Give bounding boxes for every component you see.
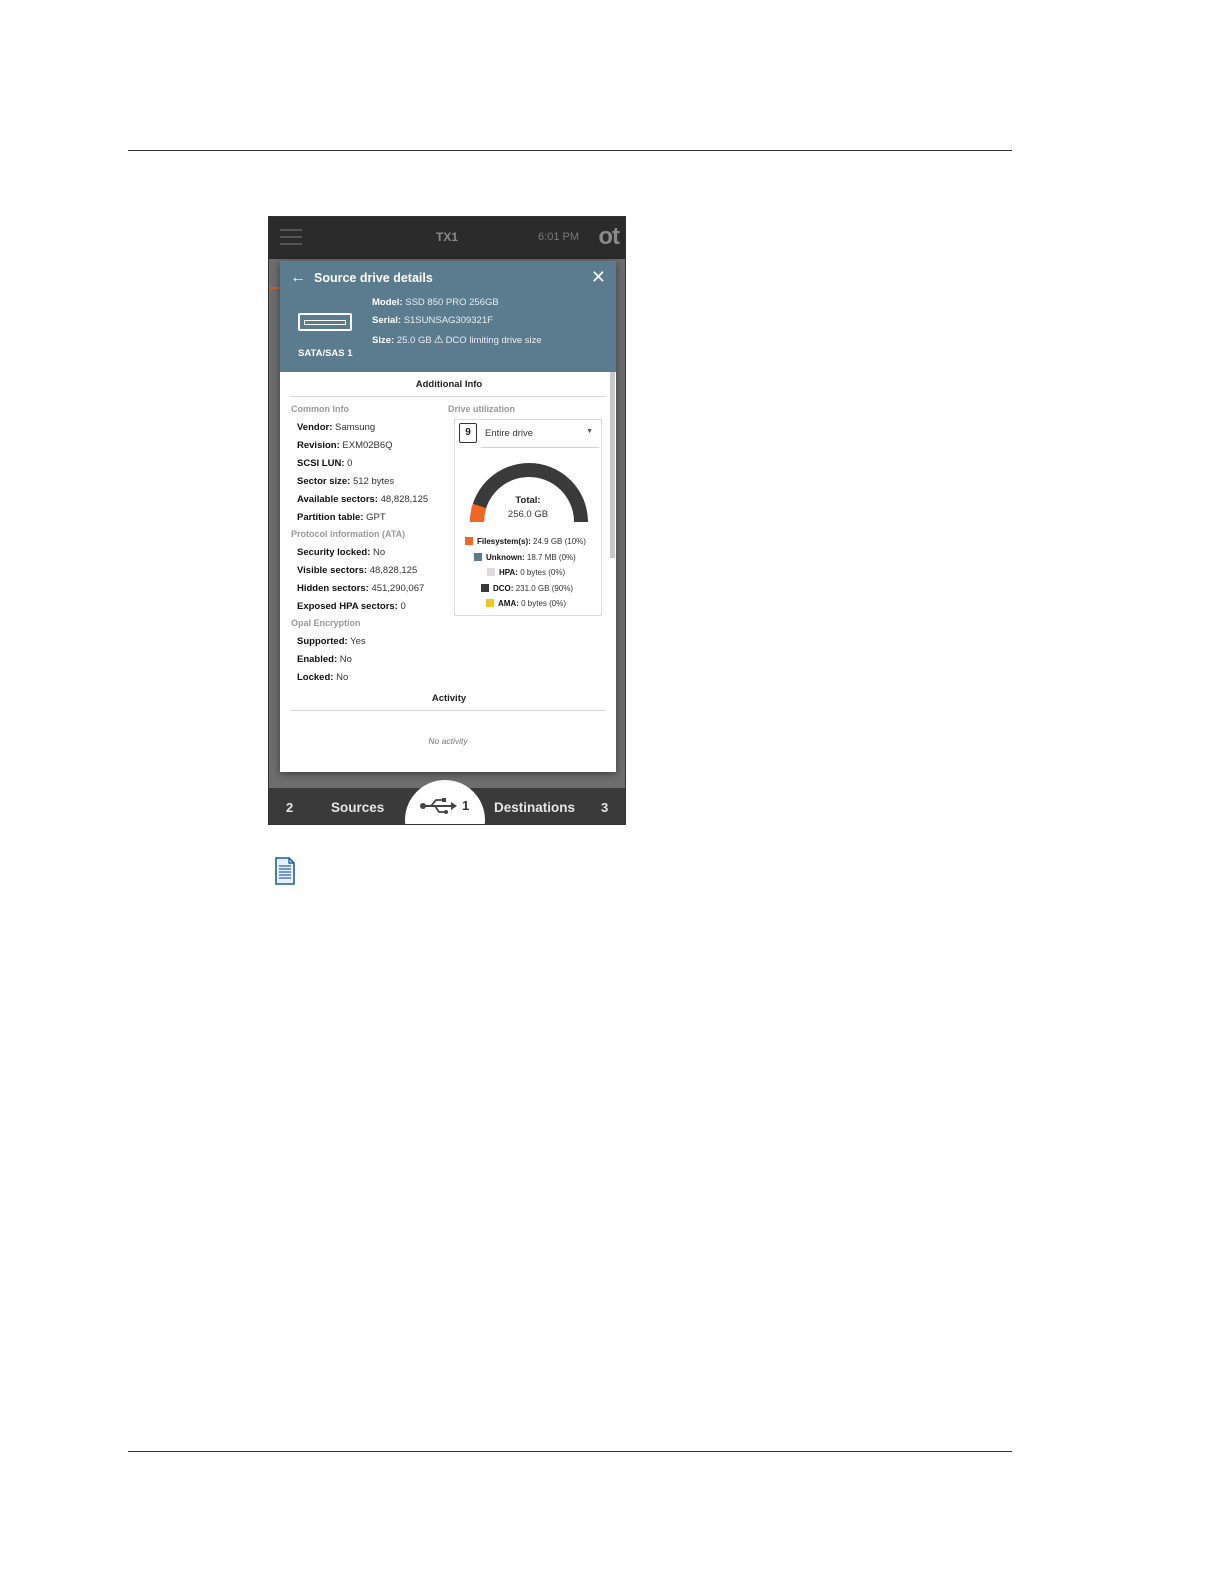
logo: ot [598, 223, 619, 250]
dialog-header [280, 261, 616, 372]
no-activity-text: No activity [428, 736, 468, 746]
common-info-title: Common Info [291, 404, 349, 414]
destinations-tab[interactable]: Destinations [494, 800, 576, 815]
dialog-title: Source drive details [314, 271, 433, 285]
info-row: SCSI LUN: 0 [297, 458, 353, 469]
page-top-rule [128, 150, 1012, 151]
info-row: Security locked: No [297, 547, 386, 558]
legend-swatch [465, 537, 473, 545]
disk-icon: 9 [459, 423, 477, 443]
clock: 6:01 PM [538, 231, 579, 243]
drive-icon [298, 313, 352, 331]
chevron-down-icon: ▼ [586, 428, 593, 435]
top-bar [269, 217, 625, 259]
section-divider [290, 396, 606, 397]
scrollbar[interactable] [610, 372, 615, 558]
legend-filesystem: Filesystem(s): 24.9 GB (10%) [465, 537, 586, 546]
sources-tab[interactable]: Sources [331, 800, 385, 815]
info-row: Hidden sectors: 451,290,067 [297, 583, 425, 594]
size-spec: Size: 25.0 GB ⚠ DCO limiting drive size [372, 334, 542, 346]
legend-swatch [487, 568, 495, 576]
legend-swatch [474, 553, 482, 561]
opal-encryption-title: Opal Encryption [291, 618, 361, 628]
legend-unknown: Unknown: 18.7 MB (0%) [474, 553, 576, 562]
warning-icon: ⚠ [433, 334, 444, 346]
gauge-total-label: Total: [515, 495, 541, 506]
serial-spec: Serial: S1SUNSAG309321F [372, 315, 493, 326]
drive-utilization-panel [454, 419, 602, 616]
info-row: Vendor: Samsung [297, 422, 376, 433]
legend-ama: AMA: 0 bytes (0%) [486, 599, 566, 608]
legend-dco: DCO: 231.0 GB (90%) [481, 584, 573, 593]
section-divider [290, 710, 606, 711]
sources-count[interactable]: 2 [286, 800, 294, 815]
note-icon [274, 856, 296, 886]
gauge-total-value: 256.0 GB [507, 509, 549, 520]
legend-swatch [486, 599, 494, 607]
info-row: Enabled: No [297, 654, 352, 665]
device-screen [268, 216, 626, 825]
partition-select-value: Entire drive [485, 428, 534, 439]
activity-title: Activity [431, 693, 467, 704]
info-row: Available sectors: 48,828,125 [297, 494, 429, 505]
protocol-info-title: Protocol information (ATA) [291, 529, 406, 539]
source-drive-details-dialog [280, 261, 616, 772]
info-row: Visible sectors: 48,828,125 [297, 565, 418, 576]
additional-info-title: Additional Info [415, 379, 483, 390]
info-row: Locked: No [297, 672, 349, 683]
usb-count: 1 [462, 798, 470, 813]
close-icon[interactable]: ✕ [590, 267, 606, 287]
legend-hpa: HPA: 0 bytes (0%) [487, 568, 565, 577]
info-row: Supported: Yes [297, 636, 366, 647]
device-title: TX1 [435, 230, 458, 244]
bottom-bar [269, 788, 625, 825]
info-row: Exposed HPA sectors: 0 [297, 601, 406, 612]
info-row: Revision: EXM02B6Q [297, 440, 393, 451]
legend-swatch [481, 584, 489, 592]
drive-port-label: SATA/SAS 1 [298, 348, 353, 359]
back-arrow-icon[interactable]: ← [290, 269, 306, 286]
usb-icon [419, 797, 457, 815]
page-bottom-rule [128, 1451, 1012, 1452]
info-row: Partition table: GPT [297, 512, 386, 523]
model-spec: Model: SSD 850 PRO 256GB [372, 297, 499, 308]
drive-utilization-title: Drive utilization [448, 404, 516, 414]
destinations-count[interactable]: 3 [601, 800, 609, 815]
partition-select[interactable] [459, 423, 599, 445]
info-row: Sector size: 512 bytes [297, 476, 395, 487]
dialog-body [280, 372, 616, 772]
